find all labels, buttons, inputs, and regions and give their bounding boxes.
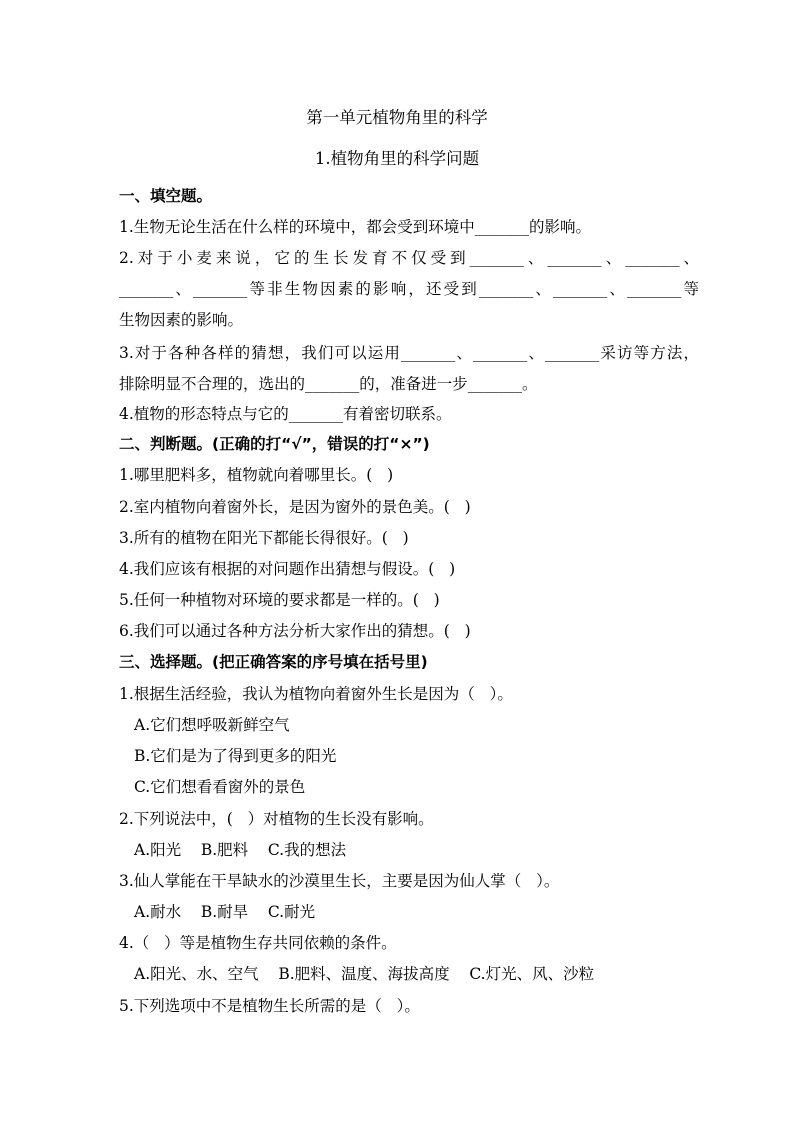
section-choice-heading: 三、选择题。(把正确答案的序号填在括号里): [119, 653, 428, 671]
tf-item: 4.我们应该有根据的对问题作出猜想与假设。( ): [119, 560, 456, 578]
choice-q1-option-a: A.它们想呼吸新鲜空气: [134, 716, 290, 734]
tf-item: 6.我们可以通过各种方法分析大家作出的猜想。( ): [119, 622, 471, 640]
unit-title: 第一单元植物角里的科学: [306, 108, 488, 127]
fill-q1: 1.生物无论生活在什么样的环境中，都会受到环境中_______的影响。: [119, 218, 592, 236]
choice-q4: 4.（ ）等是植物生存共同依赖的条件。: [119, 934, 397, 952]
fill-q2-line1: 2.对于小麦来说，它的生长发育不仅受到_______、_______、_______、: [119, 249, 699, 267]
choice-q1-option-b: B.它们是为了得到更多的阳光: [134, 747, 337, 765]
fill-q3-line2: 排除明显不合理的，选出的_______的，准备进一步_______。: [119, 375, 538, 393]
choice-q2: 2.下列说法中，( ）对植物的生长没有影响。: [119, 810, 434, 828]
tf-item: 5.任何一种植物对环境的要求都是一样的。( ): [119, 591, 440, 609]
choice-q5: 5.下列选项中不是植物生长所需的是（ ）。: [119, 997, 420, 1015]
tf-item: 3.所有的植物在阳光下都能长得很好。( ): [119, 529, 409, 547]
choice-q4-options: A.阳光、水、空气 B.肥料、温度、海拔高度 C.灯光、风、沙粒: [134, 965, 595, 983]
tf-item: 1.哪里肥料多，植物就向着哪里长。( ): [119, 466, 394, 484]
section-fill-blank-heading: 一、填空题。: [119, 187, 213, 205]
tf-item: 2.室内植物向着窗外长，是因为窗外的景色美。( ): [119, 498, 471, 516]
choice-q1: 1.根据生活经验，我认为植物向着窗外生长是因为（ ）。: [119, 685, 513, 703]
fill-q3-line1: 3.对于各种各样的猜想，我们可以运用_______、_______、_______采访等方法，: [119, 344, 699, 362]
fill-q2-line2: _______、_______等非生物因素的影响，还受到_______、_______、_______等: [119, 280, 699, 298]
choice-q3: 3.仙人掌能在干旱缺水的沙漠里生长，主要是因为仙人掌（ ）。: [119, 872, 560, 890]
choice-q3-options: A.耐水 B.耐旱 C.耐光: [134, 903, 316, 921]
choice-q2-options: A.阳光 B.肥料 C.我的想法: [134, 841, 347, 859]
fill-q4: 4.植物的形态特点与它的_______有着密切联系。: [119, 405, 452, 423]
section-true-false-heading: 二、判断题。(正确的打“√”，错误的打“×”): [119, 435, 430, 453]
fill-q2-line3: 生物因素的影响。: [119, 311, 244, 329]
choice-q1-option-c: C.它们想看看窗外的景色: [134, 778, 306, 796]
lesson-title: 1.植物角里的科学问题: [314, 149, 480, 168]
